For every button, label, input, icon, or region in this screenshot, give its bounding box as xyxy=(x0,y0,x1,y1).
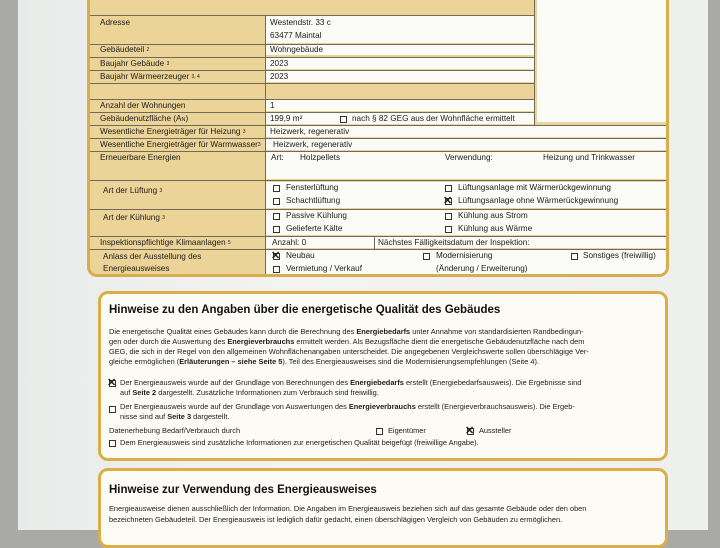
quality-notes-title: Hinweise zu den Angaben über die energetische Qualität des Gebäudes xyxy=(109,304,501,316)
cool-opt4-label: Kühlung aus Wärme xyxy=(458,224,533,233)
ww-value: Heizwerk, regenerativ xyxy=(273,140,353,149)
demand-option-line1: Der Energieausweis wurde auf der Grundlage von Berechnungen des Energiebedarfs erstellt (Energiebedarfsausweis). Die Ergebnisse sind xyxy=(120,378,582,387)
para-line: GEG, die sich in der Regel von den allgemeinen Wohnflächenangaben unterscheidet. Die angegebenen Vergleichswerte sollen überschlägige Ver- xyxy=(109,347,589,356)
consumption-option-line1: Der Energieausweis wurde auf der Grundlage von Auswertungen des Energieverbrauchs erstellt (Energieverbrauchsausweis). Die Ergeb- xyxy=(120,402,575,411)
renew-art-label: Art: xyxy=(271,153,284,162)
vent-opt2-checkbox[interactable] xyxy=(273,198,280,205)
area-value: 199,9 m² xyxy=(270,114,303,123)
insp-label: Inspektionspflichtige Klimaanlagen $^5$ xyxy=(100,238,231,247)
vent-opt4-label: Lüftungsanlage ohne Wärmerückgewinnung xyxy=(458,196,619,205)
address-line2: 63477 Maintal xyxy=(270,31,322,40)
reason-opt3-note: (Änderung / Erweiterung) xyxy=(436,264,528,273)
heat-label: Wesentliche Energieträger für Heizung $^3$ xyxy=(100,127,246,136)
reason-opt3-checkbox[interactable] xyxy=(423,253,430,260)
ww-label: Wesentliche Energieträger für Warmwasser$^3$ xyxy=(100,140,261,149)
usage-line: Energieausweise dienen ausschließlich der Information. Die Angaben im Energieausweis beziehen sich auf das gesamte Gebäude oder den oben xyxy=(109,504,587,513)
para-line: Die energetische Qualität eines Gebäudes kann durch die Berechnung des Energiebedarfs unter Annahme von standardisierten Randbedingun- xyxy=(109,327,584,336)
address-line1: Westendstr. 33 c xyxy=(270,18,331,27)
vent-opt1-checkbox[interactable] xyxy=(273,185,280,192)
extra-info-checkbox[interactable] xyxy=(109,440,116,447)
heat-value: Heizwerk, regenerativ xyxy=(270,127,350,136)
cool-opt2-label: Gelieferte Kälte xyxy=(286,224,343,233)
survey-issuer-label: Aussteller xyxy=(479,426,512,435)
insp-next: Nächstes Fälligkeitsdatum der Inspektion: xyxy=(378,238,530,247)
demand-option-line2: auf Seite 2 dargestellt. Zusätzliche Informationen zum Verbrauch sind freiwillig. xyxy=(120,388,379,397)
cool-opt4-checkbox[interactable] xyxy=(445,226,452,233)
cool-label: Art der Kühlung $^3$ xyxy=(103,213,165,222)
reason-opt4-checkbox[interactable] xyxy=(571,253,578,260)
area-checkbox[interactable] xyxy=(340,116,347,123)
reason-label: Anlass der Ausstellung des xyxy=(103,252,202,261)
survey-owner-label: Eigentümer xyxy=(388,426,426,435)
renew-label: Erneuerbare Energien xyxy=(100,153,181,162)
reason-opt3-label: Modernisierung xyxy=(436,251,493,260)
checked-mark-icon: ✕ xyxy=(271,250,281,262)
reason-opt2-label: Vermietung / Verkauf xyxy=(286,264,363,273)
part-label: Gebäudeteil $^2$ xyxy=(100,45,150,54)
units-value: 1 xyxy=(270,101,275,110)
cool-opt1-label: Passive Kühlung xyxy=(286,211,347,220)
cool-opt1-checkbox[interactable] xyxy=(273,213,280,220)
reason-label-2: Energieausweises xyxy=(103,264,170,273)
para-line: gen oder durch die Auswertung des Energieverbrauchs ermittelt werden. Als Bezugsfläche dient die energetische Gebäudenutzfläche nach dem xyxy=(109,337,585,346)
area-label: Gebäudenutzfläche (AN) xyxy=(100,114,189,123)
survey-owner-checkbox[interactable] xyxy=(376,428,383,435)
year-value: 2023 xyxy=(270,59,289,68)
address-label: Adresse xyxy=(100,18,131,27)
vent-opt2-label: Schachtlüftung xyxy=(286,196,341,205)
building-data-frame xyxy=(87,0,669,277)
units-label: Anzahl der Wohnungen xyxy=(100,101,186,110)
cool-opt3-checkbox[interactable] xyxy=(445,213,452,220)
cool-opt2-checkbox[interactable] xyxy=(273,226,280,233)
reason-opt4-label: Sonstiges (freiwillig) xyxy=(583,251,656,260)
renew-art-value: Holzpellets xyxy=(300,153,341,162)
insp-count: Anzahl: 0 xyxy=(272,238,307,247)
checked-mark-icon: ✕ xyxy=(443,195,453,207)
consumption-option-line2: nisse sind auf Seite 3 dargestellt. xyxy=(120,412,230,421)
area-note: nach § 82 GEG aus der Wohnfläche ermittelt xyxy=(352,114,515,123)
usage-notes-title: Hinweise zur Verwendung des Energieausweises xyxy=(109,484,377,496)
vent-opt3-label: Lüftungsanlage mit Wärmerückgewinnung xyxy=(458,183,611,192)
para-line: gleiche ermöglichen (Erläuterungen – siehe Seite 5). Teil des Energieausweises sind die Modernisierungsempfehlungen (Seite 4). xyxy=(109,357,539,366)
vent-opt3-checkbox[interactable] xyxy=(445,185,452,192)
checked-mark-icon: ✕ xyxy=(107,377,117,389)
vent-label: Art der Lüftung $^3$ xyxy=(103,186,163,195)
consumption-certificate-checkbox[interactable] xyxy=(109,406,116,413)
usage-line: bezeichneten Gebäudeteil. Der Energieausweis ist lediglich dafür gedacht, einen überschlägigen Vergleich von Gebäuden zu ermöglichen. xyxy=(109,515,563,524)
gen-value: 2023 xyxy=(270,72,289,81)
reason-opt2-checkbox[interactable] xyxy=(273,266,280,273)
cool-opt3-label: Kühlung aus Strom xyxy=(458,211,528,220)
usage-notes-panel xyxy=(98,468,668,548)
part-value: Wohngebäude xyxy=(270,45,324,54)
renew-use-label: Verwendung: xyxy=(445,153,493,162)
gen-label: Baujahr Wärmeerzeuger $^{3, 4}$ xyxy=(100,72,200,81)
extra-info-label: Dem Energieausweis sind zusätzliche Informationen zur energetischen Qualität beigefügt (freiwillige Angabe). xyxy=(120,438,479,447)
reason-opt1-label: Neubau xyxy=(286,251,315,260)
renew-use-value: Heizung und Trinkwasser xyxy=(543,153,635,162)
survey-label: Datenerhebung Bedarf/Verbrauch durch xyxy=(109,426,241,435)
vent-opt1-label: Fensterlüftung xyxy=(286,183,339,192)
year-label: Baujahr Gebäude $^3$ xyxy=(100,59,170,68)
quality-notes-panel xyxy=(98,291,668,461)
checked-mark-icon: ✕ xyxy=(465,425,475,437)
